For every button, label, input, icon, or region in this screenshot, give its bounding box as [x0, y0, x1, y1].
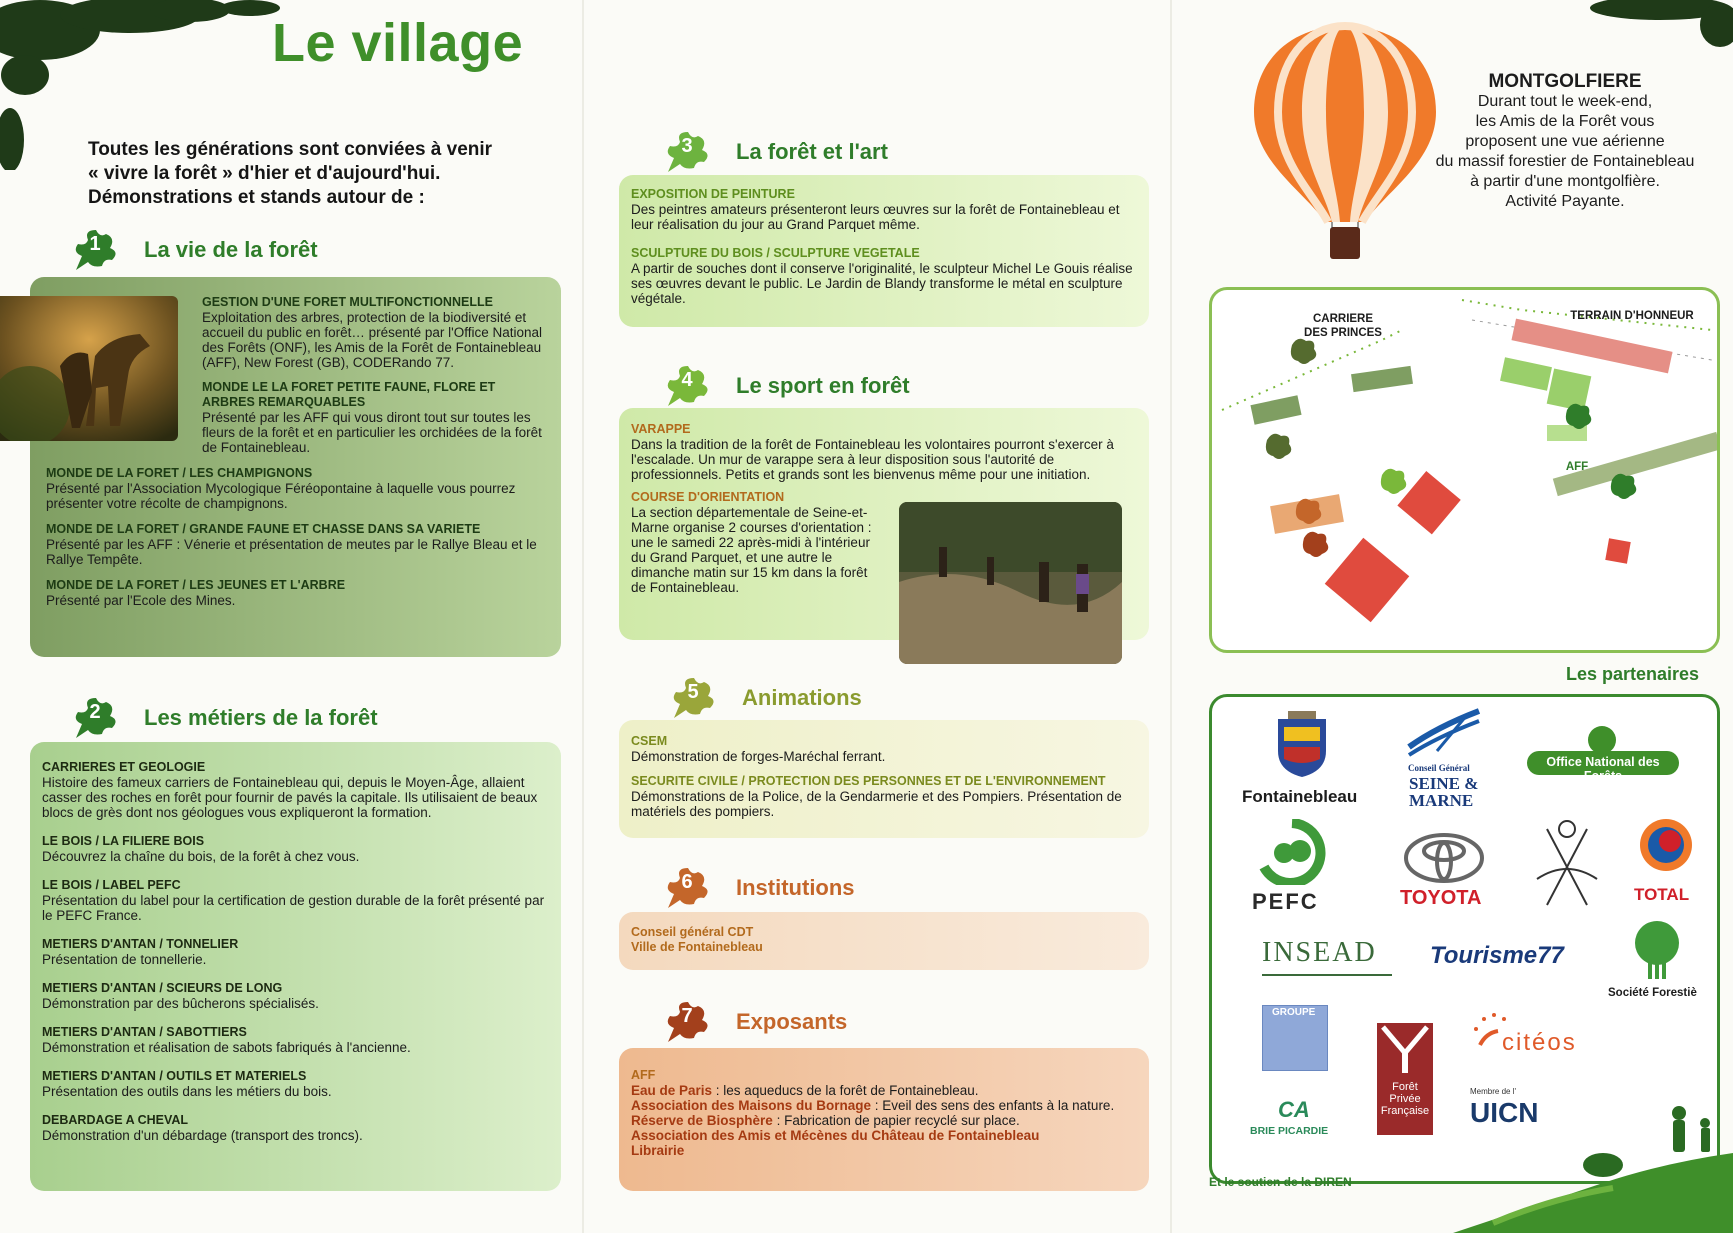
section-2-header — [68, 694, 378, 742]
partners-heading: Les partenaires — [1566, 664, 1700, 684]
list-item: CSEM Démonstration de forges-Maréchal ferrant. — [631, 734, 886, 764]
list-item: MONDE DE LA FORET / LES JEUNES ET L'ARBRE Présenté par l'Ecole des Mines. — [46, 578, 346, 608]
list-item: Librairie — [631, 1143, 685, 1158]
oak-leaf-icon: 5 — [666, 674, 720, 722]
art-panel — [619, 175, 1149, 327]
partner-pefc: PEFC — [1252, 889, 1319, 914]
list-item: DEBARDAGE A CHEVAL Démonstration d'un débardage (transport des troncs). — [42, 1113, 363, 1143]
list-item: METIERS D'ANTAN / TONNELIER Présentation de tonnellerie. — [42, 937, 239, 967]
oak-leaf-icon: 7 — [660, 998, 714, 1046]
section-6-header — [660, 864, 855, 912]
list-item: Réserve de Biosphère : Fabrication de papier recyclé sur place. — [631, 1113, 1020, 1128]
page-title: Le village — [272, 13, 524, 73]
societe-forestiere-logo — [1622, 919, 1692, 981]
partner-citeos: citéos — [1502, 1029, 1577, 1056]
fold-line-left — [582, 0, 584, 1233]
list-item: Ville de Fontainebleau — [631, 940, 763, 954]
hikers-photo — [899, 502, 1122, 664]
section-1-header — [68, 226, 318, 274]
list-item: Association des Maisons du Bornage : Eveil des sens des enfants à la nature. — [631, 1098, 1115, 1113]
list-item: CARRIERES ET GEOLOGIE Histoire des fameux carriers de Fontainebleau qui, depuis le Moyen-Âge, allaient casser des roches en forêt pour fournir de pavés la capitale. Ils utilisaient de beaux blocs de grès dont nos géologues vous expliqueront la formation. — [42, 760, 538, 820]
map-label-terrain: TERRAIN D'HONNEUR — [1570, 310, 1694, 322]
golf-club-emblem-logo — [1527, 819, 1607, 915]
oak-leaf-icon: 1 — [68, 226, 122, 274]
list-item: SCULPTURE DU BOIS / SCULPTURE VEGETALE A partir de souches dont il conserve l'originalité, le sculpteur Michel Le Gouis réalise ses œuvres devant le public. Le Jardin de Blandy transforme le métal en sculpture végétale. — [631, 246, 1133, 306]
partner-foret-privee: Forêt Privée Française — [1380, 1081, 1430, 1117]
list-item: MONDE DE LA FORET / LES CHAMPIGNONS Présenté par l'Association Mycologique Féréopontaine à laquelle vous pourrez présenter votre récolte de champignons. — [46, 466, 516, 511]
list-item: GESTION D'UNE FORET MULTIFONCTIONNELLE Exploitation des arbres, protection de la biodiversité et accueil du public en forêt… présenté par l'Office National des Forêts (ONF), les Amis de la Forêt de Fontainebleau (AFF), New Forest (GB), CODERando 77. — [202, 295, 543, 370]
list-item: LE BOIS / LA FILIERE BOIS Découvrez la chaîne du bois, de la forêt à chez vous. — [42, 834, 360, 864]
oak-leaf-icon: 2 — [68, 694, 122, 742]
exposants-panel: AFF Eau de Paris : les aqueducs de la forêt de Fontainebleau. Association des Maisons du Bornage : Eveil des sens des enfants à la nature. Réserve de Biosphère : Fabrication de papier recyclé sur place. Association des Amis et Mécènes du Château de Fontainebleau Librairie — [619, 1048, 1149, 1191]
list-item: LE BOIS / LABEL PEFC Présentation du label pour la certification de gestion durable de la forêt présenté par le PEFC France. — [42, 878, 545, 923]
montgolfiere-title: MONTGOLFIERE — [1488, 71, 1642, 92]
partner-onf: Office National des Forêts — [1546, 755, 1660, 783]
list-item: MONDE DE LA FORET / GRANDE FAUNE ET CHASSE DANS SA VARIETE Présenté par les AFF : Vénerie et présentation de meutes par le Rallye Bleau et le Rallye Tempête. — [46, 522, 537, 567]
intro-text: Toutes les générations sont conviées à venir « vivre la forêt » d'hier et d'aujourd'hui. Démonstrations et stands autour de : — [88, 139, 493, 208]
list-item: EXPOSITION DE PEINTURE Des peintres amateurs présenteront leurs œuvres sur la forêt de Fontainebleau et leur réalisation du jour au Grand Parquet même. — [631, 187, 1120, 232]
section-5-title: Animations — [742, 685, 862, 710]
list-item: Conseil général CDT — [631, 925, 754, 939]
toyota-logo — [1404, 833, 1484, 883]
partner-tourisme77: Tourisme77 — [1430, 942, 1564, 969]
list-item: COURSE D'ORIENTATION La section départementale de Seine-et-Marne organise 2 courses d'orientation : une le samedi 22 après-midi à l'intérieur du Grand Parquet, et une autre le dimanche matin sur 15 km dans la forêt de Fontainebleau. — [631, 490, 872, 595]
section-6-title: Institutions — [736, 875, 855, 900]
partner-fontainebleau: Fontainebleau — [1242, 787, 1358, 806]
partner-societe-forestiere: Société Forestiè — [1608, 987, 1697, 999]
fontainebleau-crest-logo — [1274, 709, 1330, 779]
vie-top-items — [202, 295, 545, 455]
foret-privee-tree-icon — [1377, 1023, 1433, 1073]
list-item: VARAPPE Dans la tradition de la forêt de Fontainebleau les volontaires pourront s'exercer à l'escalade. Un mur de varappe sera à leur disposition sous l'autorité de professionnels. Petits et grands sont les bienvenus même pour une initiation. — [631, 422, 1114, 482]
map-label-aff: AFF — [1565, 461, 1589, 473]
section-7-title: Exposants — [736, 1009, 848, 1034]
hill-silhouette-decoration — [1453, 1093, 1733, 1233]
institutions-panel — [619, 912, 1149, 970]
site-map-drawing — [1212, 290, 1717, 650]
section-1-title: La vie de la forêt — [144, 237, 318, 262]
list-item: MONDE LE LA FORET PETITE FAUNE, FLORE ET ARBRES REMARQUABLES Présenté par les AFF qui vous diront tout sur toutes les fleurs de la forêt et en particulier les orchidées de la forêt de Fontainebleau. — [202, 380, 542, 455]
oak-leaf-icon: 6 — [660, 864, 714, 912]
foliage-top-right — [1560, 0, 1733, 60]
total-logo — [1636, 815, 1696, 875]
section-3-title: La forêt et l'art — [736, 139, 888, 164]
onf-tree-icon — [1584, 725, 1620, 755]
seine-et-marne-logo — [1407, 707, 1481, 759]
partner-brie-picardie: BRIE PICARDIE — [1250, 1125, 1329, 1137]
list-item: METIERS D'ANTAN / OUTILS ET MATERIELS Présentation des outils dans les métiers du bois. — [42, 1069, 332, 1099]
section-3-header — [660, 128, 888, 176]
partner-cg-small: Conseil Général — [1408, 763, 1470, 773]
pefc-logo — [1252, 819, 1332, 885]
section-5-header — [666, 674, 862, 722]
partner-uicn-membre: Membre de l' — [1470, 1087, 1516, 1096]
list-item: METIERS D'ANTAN / SCIEURS DE LONG Démonstration par des bûcherons spécialisés. — [42, 981, 319, 1011]
list-item: Association des Amis et Mécènes du Château de Fontainebleau — [631, 1128, 1040, 1143]
deer-photo — [0, 296, 178, 441]
list-item: METIERS D'ANTAN / SABOTTIERS Démonstration et réalisation de sabots fabriqués à l'ancienne. — [42, 1025, 411, 1055]
site-map — [1209, 287, 1720, 653]
map-label-carriere: CARRIERE DES PRINCES — [1304, 313, 1382, 339]
section-4-header — [660, 362, 910, 410]
animations-panel — [619, 720, 1149, 838]
section-4-title: Le sport en forêt — [736, 373, 910, 398]
partner-groupe: GROUPE — [1272, 1007, 1316, 1018]
partner-insead: INSEAD — [1262, 937, 1377, 968]
partner-uicn: UICN — [1470, 1097, 1539, 1128]
insead-underline — [1262, 974, 1392, 976]
section-2-title: Les métiers de la forêt — [144, 705, 378, 730]
montgolfiere-text: MONTGOLFIERE Durant tout le week-end, les Amis de la Forêt vous proposent une vue aérienne du massif forestier de Fontainebleau à partir d'une montgolfière. Activité Payante. — [1400, 72, 1730, 212]
oak-leaf-icon: 3 — [660, 128, 714, 176]
list-item: Eau de Paris : les aqueducs de la forêt de Fontainebleau. — [631, 1083, 979, 1098]
fold-line-right — [1170, 0, 1172, 1233]
partner-ca: CA — [1278, 1097, 1310, 1122]
partner-seine-marne: SEINE & MARNE — [1409, 774, 1479, 810]
metiers-panel — [30, 742, 561, 1191]
partner-toyota: TOYOTA — [1400, 887, 1482, 909]
partner-total: TOTAL — [1634, 885, 1690, 904]
section-7-header — [660, 998, 847, 1046]
diren-text: Et le soutien de la DIREN — [1209, 1175, 1352, 1189]
oak-leaf-icon: 4 — [660, 362, 714, 410]
list-item: SECURITE CIVILE / PROTECTION DES PERSONNES ET DE L'ENVIRONNEMENT Démonstrations de la Police, de la Gendarmerie et des Pompiers. Présentation de matériels des pompiers. — [631, 774, 1122, 819]
